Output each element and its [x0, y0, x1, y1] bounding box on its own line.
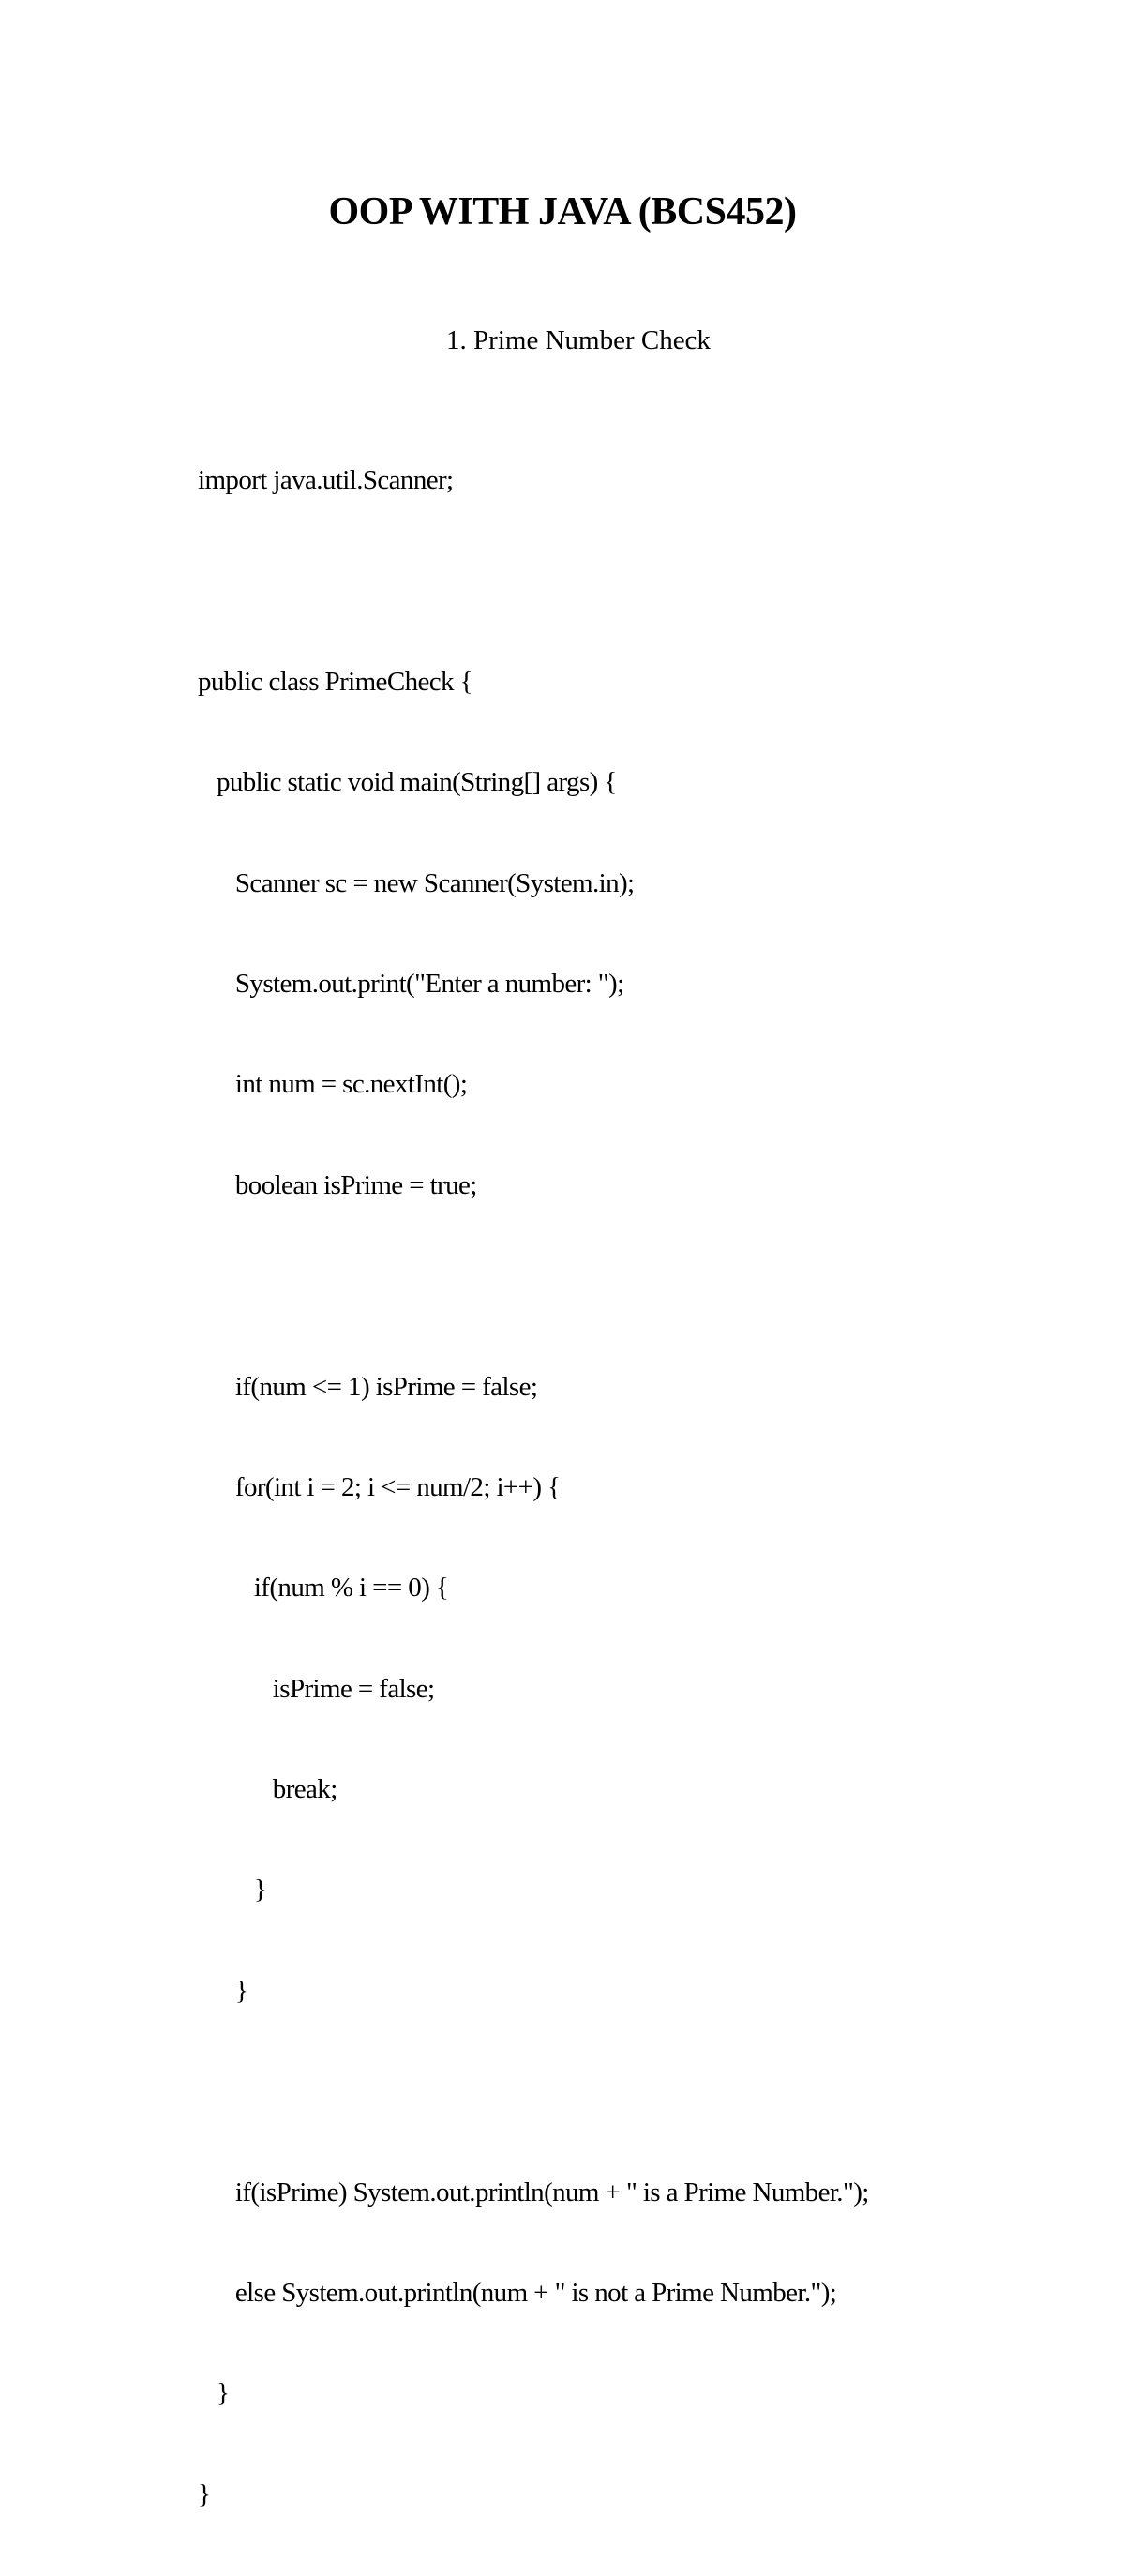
- document-title: OOP WITH JAVA (BCS452): [328, 190, 797, 233]
- code-line: [198, 2072, 1098, 2111]
- code-line: System.out.print("Enter a number: ");: [198, 968, 624, 999]
- code-line: import java.util.Scanner;: [198, 465, 454, 495]
- code-line: [198, 1267, 1098, 1305]
- code-line: if(num <= 1) isPrime = false;: [198, 1371, 538, 1402]
- code-line: break;: [198, 1774, 338, 1805]
- code-line: Scanner sc = new Scanner(System.in);: [198, 867, 635, 898]
- code-line: else System.out.println(num + " is not a Prime Number.");: [198, 2278, 837, 2309]
- code-line: }: [198, 1875, 267, 1906]
- code-line: if(num % i == 0) {: [198, 1573, 449, 1604]
- code-line: }: [198, 2378, 230, 2409]
- code-listing: [198, 399, 1098, 2576]
- code-line: }: [198, 2478, 211, 2509]
- code-line: for(int i = 2; i <= num/2; i++) {: [198, 1471, 561, 1502]
- code-line: int num = sc.nextInt();: [198, 1069, 468, 1100]
- code-line: [198, 562, 1098, 600]
- code-line: }: [198, 1975, 248, 2006]
- section-heading: 1. Prime Number Check: [446, 325, 711, 355]
- code-line: boolean isPrime = true;: [198, 1169, 477, 1200]
- code-line: isPrime = false;: [198, 1673, 435, 1704]
- code-line: public class PrimeCheck {: [198, 666, 472, 697]
- code-line: public static void main(String[] args) {: [198, 767, 617, 798]
- code-line: if(isPrime) System.out.println(num + " is a Prime Number.");: [198, 2177, 869, 2207]
